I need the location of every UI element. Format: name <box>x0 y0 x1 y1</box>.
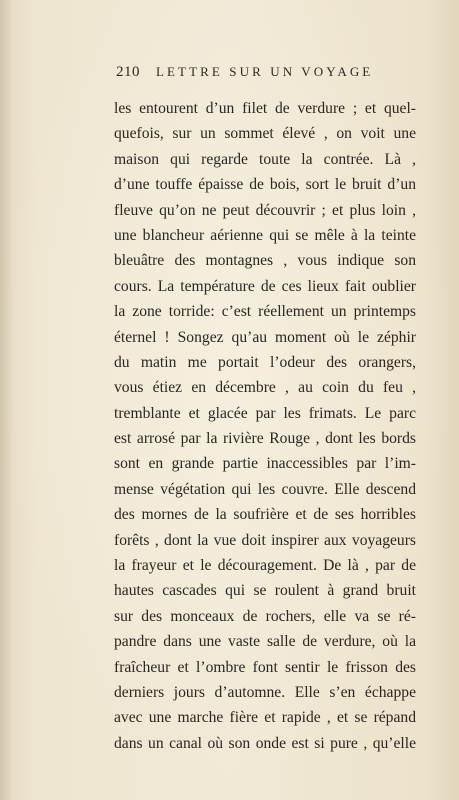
text-line: avec une marche fière et rapide , et se répand <box>114 709 416 727</box>
text-line: sont en grande partie inaccessibles par l’im- <box>114 455 416 473</box>
text-line: maison qui regarde toute la contrée. Là , <box>114 150 416 168</box>
text-line: du matin me portait l’odeur des orangers, <box>114 353 416 371</box>
text-line: des mornes de la soufrière et de ses horribles <box>114 506 416 524</box>
text-line: derniers jours d’automne. Elle s’en échappe <box>114 683 416 701</box>
text-line: les entourent d’un filet de verdure ; et quel- <box>114 100 416 117</box>
text-line: vous étiez en décembre , au coin du feu , <box>114 379 416 397</box>
running-title: LETTRE SUR UN VOYAGE <box>155 64 374 79</box>
body-text <box>114 96 416 756</box>
text-line: tremblante et glacée par les frimats. Le parc <box>114 404 416 422</box>
text-line: d’une touffe épaisse de bois, sort le bruit d’un <box>114 176 416 194</box>
text-line: cours. La température de ces lieux fait oublier <box>114 277 416 295</box>
text-line: pandre dans une vaste salle de verdure, où la <box>114 633 416 651</box>
text-line: hautes cascades qui se roulent à grand bruit <box>114 582 416 600</box>
text-line: forêts , dont la vue doit inspirer aux voyageurs <box>114 531 416 549</box>
text-line: est arrosé par la rivière Rouge , dont les bords <box>114 430 416 448</box>
text-line: bleuâtre des montagnes , vous indique son <box>114 252 416 270</box>
text-line: quefois, sur un sommet élevé , on voit une <box>114 125 416 143</box>
text-line: éternel ! Songez qu’au moment où le zéphir <box>114 328 416 346</box>
text-line: une blancheur aérienne qui se mêle à la teinte <box>114 226 416 244</box>
text-line: mense végétation qui les couvre. Elle descend <box>114 480 416 498</box>
text-line: fraîcheur et l’ombre font sentir le frisson des <box>114 658 416 676</box>
text-line: la zone torride: c’est réellement un printemps <box>114 303 416 321</box>
text-line: la frayeur et le découragement. De là , par de <box>114 557 416 575</box>
gutter-shadow <box>0 0 14 800</box>
running-head <box>116 64 416 86</box>
text-line: sur des monceaux de rochers, elle va se ré- <box>114 607 416 625</box>
text-line: dans un canal où son onde est si pure , qu’elle <box>114 734 416 752</box>
text-line: fleuve qu’on ne peut découvrir ; et plus loin , <box>114 201 416 219</box>
page-number: 210 <box>116 64 140 80</box>
